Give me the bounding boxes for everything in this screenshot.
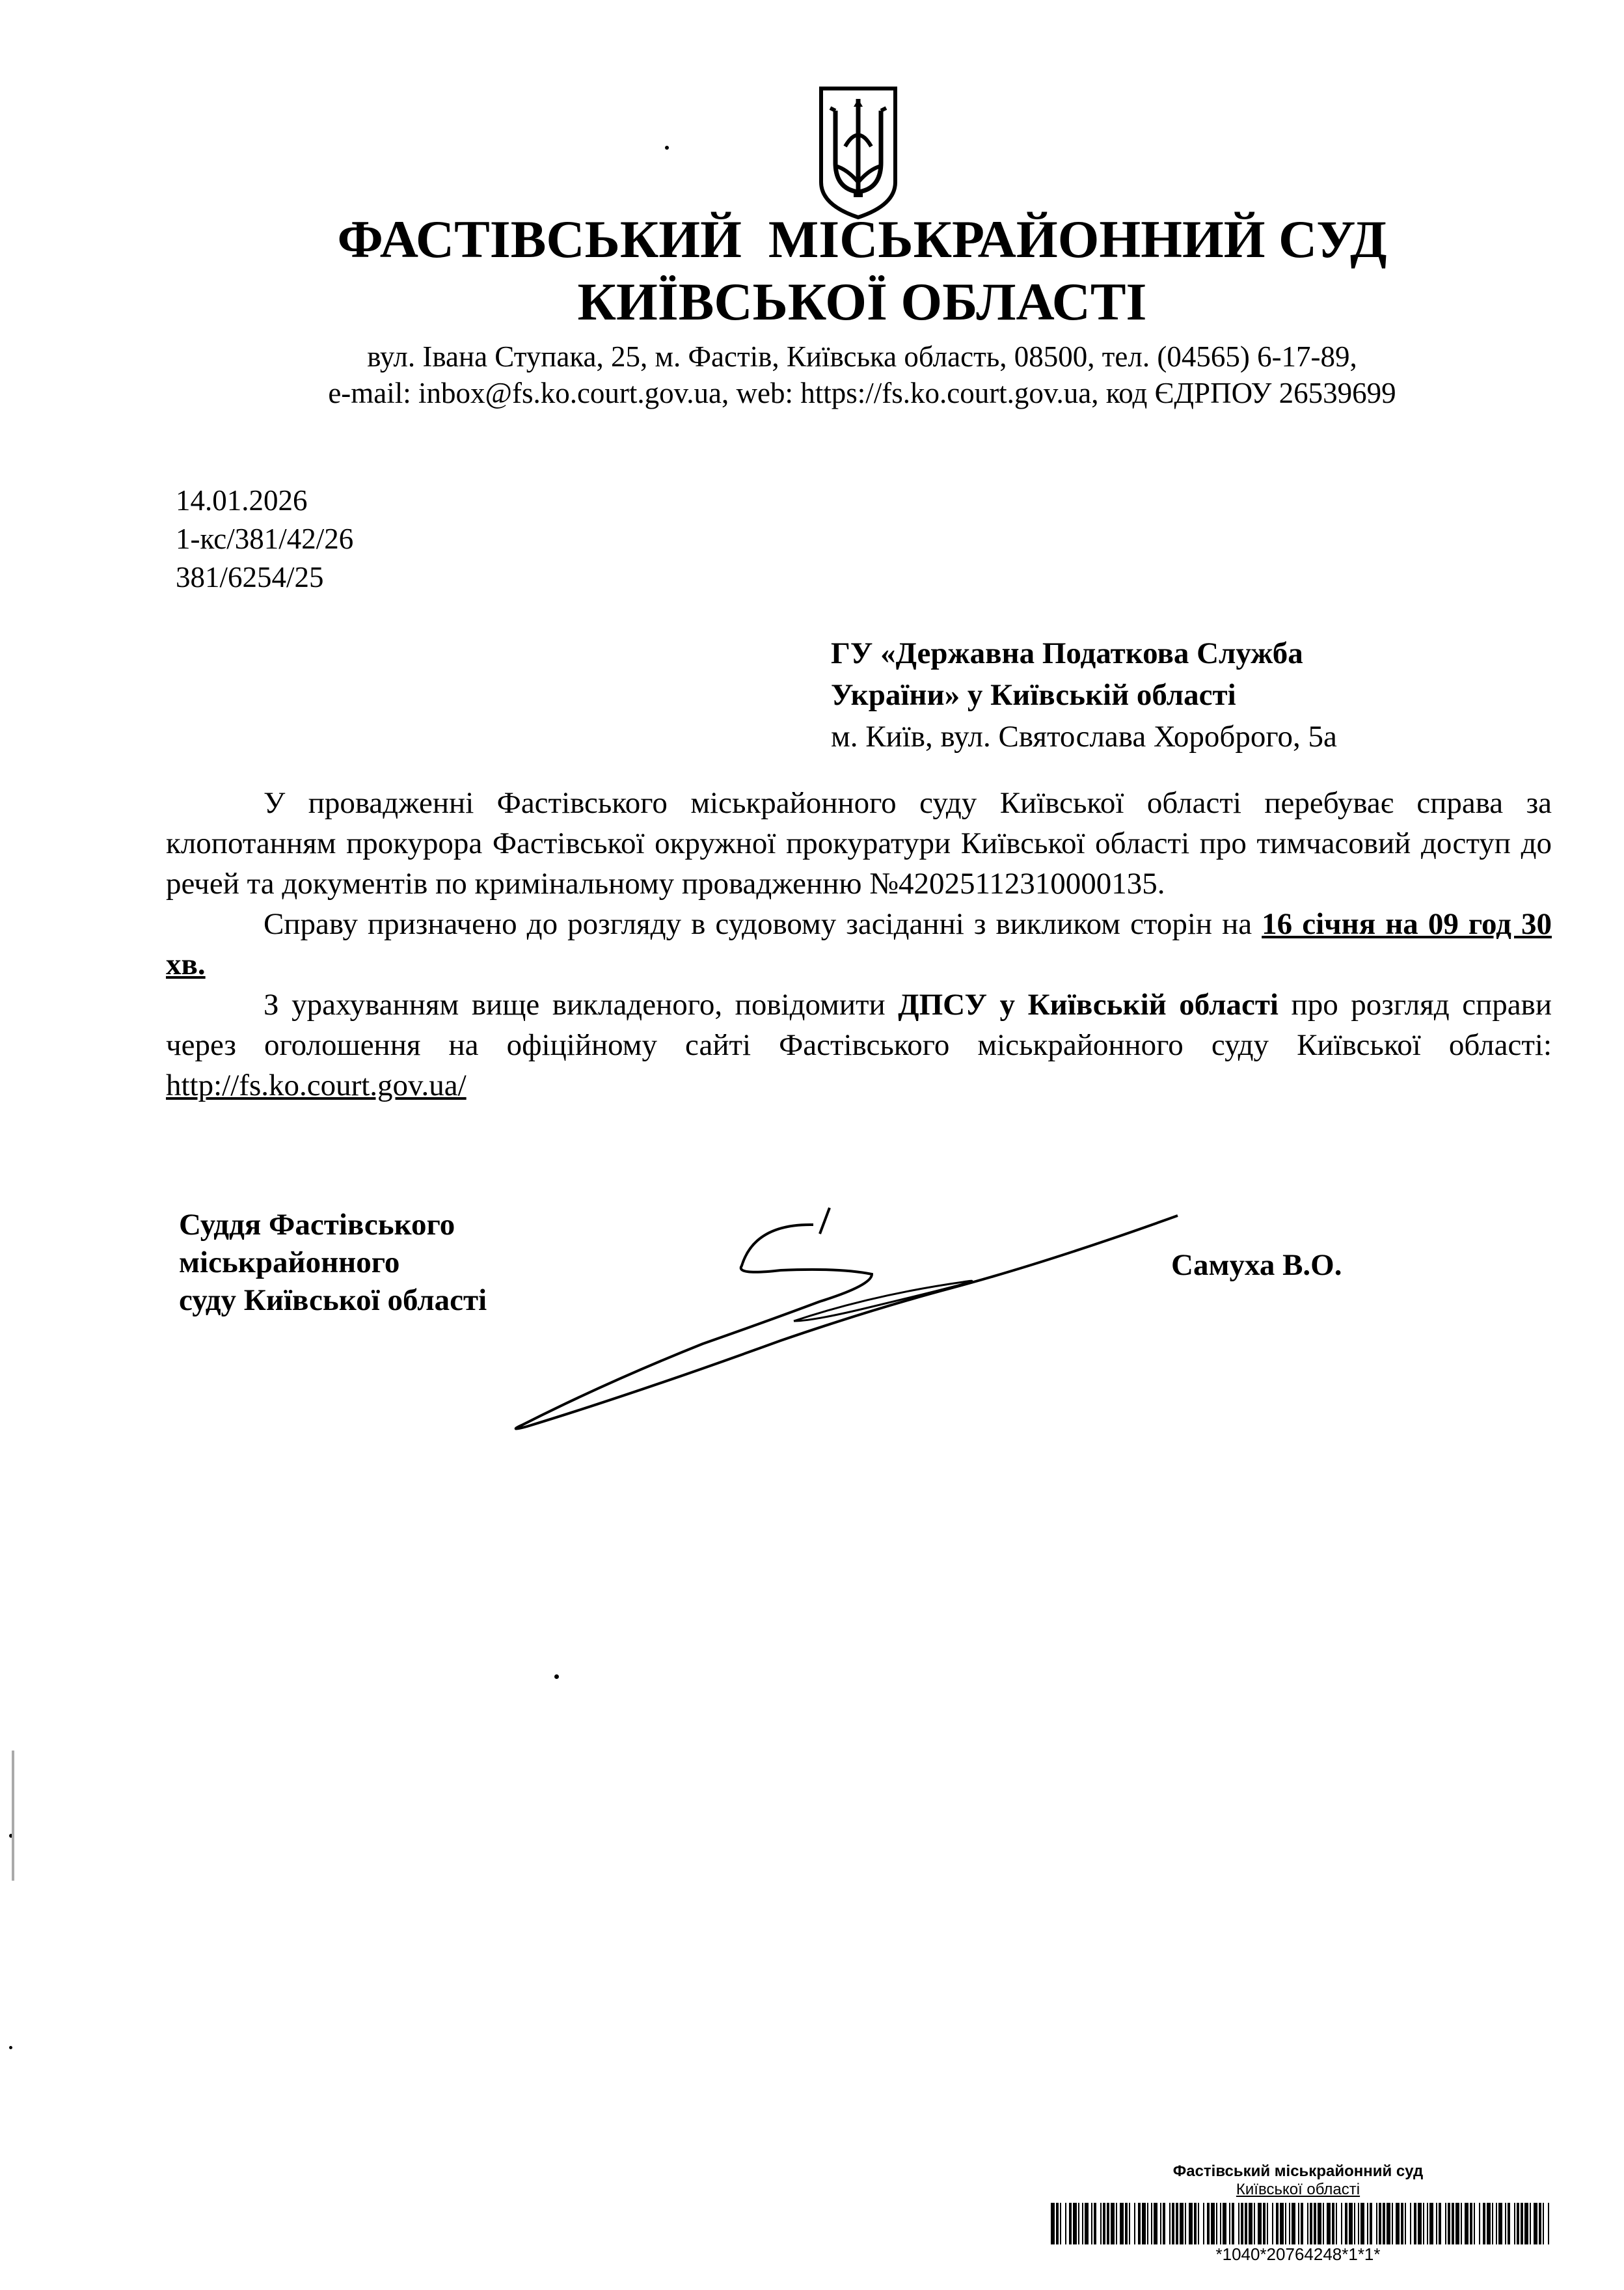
barcode-bar — [1539, 2203, 1541, 2244]
barcode-bar — [1370, 2203, 1372, 2244]
barcode-bar — [1078, 2203, 1079, 2244]
address-line1: вул. Івана Ступака, 25, м. Фастів, Київська область, 08500, тел. (04565) 6-17-89, — [367, 340, 1357, 373]
barcode-bar — [1051, 2203, 1055, 2244]
barcode-bar — [1263, 2203, 1265, 2244]
barcode-bar — [1056, 2203, 1059, 2244]
barcode-bar — [1392, 2203, 1393, 2244]
barcode-bar — [1194, 2203, 1197, 2244]
barcode-bar — [1439, 2203, 1441, 2244]
scan-speck — [554, 1674, 559, 1679]
scan-speck — [9, 2046, 12, 2049]
letter-body — [166, 783, 1552, 1106]
barcode-bar — [1387, 2203, 1390, 2244]
barcode-bar — [1517, 2203, 1519, 2244]
body-paragraph-1: У провадженні Фастівського міськрайонного суду Київської області перебуває справа за клопотанням прокурора Фастівської окружної прокуратури Київської області про тимчасовий доступ до речей та документів по кримінальному провадженню №42025112310000135. — [166, 786, 1552, 901]
barcode-bar — [1427, 2203, 1428, 2244]
barcode-bar — [1524, 2203, 1528, 2244]
barcode-bar — [1383, 2203, 1385, 2244]
recipient-address: м. Київ, вул. Святослава Хороброго, 5а — [831, 720, 1337, 754]
barcode-bar — [1094, 2203, 1096, 2244]
barcode-bar — [1414, 2203, 1416, 2244]
barcode-bar — [1267, 2203, 1268, 2244]
barcode-bar — [1358, 2203, 1359, 2244]
barcode-bar — [1496, 2203, 1497, 2244]
hearing-text: Справу призначено до розгляду в судовому засіданні з викликом сторін на — [264, 907, 1262, 941]
barcode-bar — [1065, 2203, 1066, 2244]
barcode-bar — [1354, 2203, 1355, 2244]
barcode-bar — [1091, 2203, 1092, 2244]
barcode-bar — [1530, 2203, 1531, 2244]
scan-edge-line — [12, 1751, 14, 1881]
barcode-bar — [1461, 2203, 1462, 2244]
barcode-bar — [1223, 2203, 1226, 2244]
barcode-bar — [1285, 2203, 1286, 2244]
barcode-bar — [1505, 2203, 1506, 2244]
barcode — [1051, 2203, 1552, 2244]
document-metadata — [176, 482, 353, 597]
barcode-bar — [1492, 2203, 1493, 2244]
court-address — [0, 338, 1624, 411]
barcode-bar — [1423, 2203, 1424, 2244]
signer-name: Самуха В.О. — [1171, 1248, 1342, 1282]
barcode-bar — [1292, 2203, 1295, 2244]
barcode-bar — [1203, 2203, 1204, 2244]
case-number: 1-кс/381/42/26 — [176, 523, 354, 555]
barcode-bar — [1111, 2203, 1115, 2244]
body-paragraph-2 — [166, 904, 1552, 985]
barcode-bar — [1405, 2203, 1406, 2244]
barcode-bar — [1147, 2203, 1148, 2244]
court-name-line2: КИЇВСЬКОЇ ОБЛАСТІ — [577, 272, 1147, 331]
barcode-bar — [1483, 2203, 1485, 2244]
barcode-bar — [1298, 2203, 1299, 2244]
barcode-bar — [1211, 2203, 1215, 2244]
barcode-bar — [1360, 2203, 1364, 2244]
barcode-bar — [1487, 2203, 1491, 2244]
barcode-bar — [1318, 2203, 1321, 2244]
barcode-bar — [1314, 2203, 1316, 2244]
barcode-bar — [1185, 2203, 1186, 2244]
barcode-bar — [1169, 2203, 1171, 2244]
document-date: 14.01.2026 — [176, 484, 308, 517]
barcode-bar — [1154, 2203, 1157, 2244]
barcode-bar — [1289, 2203, 1290, 2244]
barcode-bar — [1107, 2203, 1109, 2244]
barcode-bar — [1207, 2203, 1210, 2244]
barcode-bar — [1151, 2203, 1152, 2244]
barcode-bar — [1396, 2203, 1400, 2244]
barcode-bar — [1465, 2203, 1468, 2244]
barcode-bar — [1448, 2203, 1450, 2244]
address-line2: e-mail: inbox@fs.ko.court.gov.ua, web: https://fs.ko.court.gov.ua, код ЄДРПОУ 26539699 — [328, 377, 1396, 409]
barcode-bar — [1521, 2203, 1523, 2244]
barcode-bar — [1180, 2203, 1184, 2244]
court-name-line1: ФАСТІВСЬКИЙ МІСЬКРАЙОННИЙ СУД — [337, 210, 1387, 269]
barcode-bar — [1332, 2203, 1334, 2244]
barcode-bar — [1379, 2203, 1381, 2244]
barcode-bar — [1116, 2203, 1117, 2244]
court-name — [0, 208, 1624, 333]
recipient-line2: України» у Київській області — [831, 678, 1236, 712]
barcode-bar — [1238, 2203, 1239, 2244]
recipient-line1: ГУ «Державна Податкова Служба — [831, 636, 1303, 670]
signer-title-line1: Суддя Фастівського — [179, 1208, 455, 1242]
barcode-bar — [1258, 2203, 1262, 2244]
barcode-bar — [1249, 2203, 1252, 2244]
recipient-block — [831, 633, 1337, 757]
barcode-bar — [1410, 2203, 1411, 2244]
barcode-bar — [1073, 2203, 1077, 2244]
barcode-bar — [1176, 2203, 1178, 2244]
barcode-bar — [1327, 2203, 1331, 2244]
stamp-line2: Київської області — [1236, 2181, 1360, 2198]
court-website-link[interactable]: http://fs.ko.court.gov.ua/ — [166, 1069, 467, 1102]
barcode-bar — [1276, 2203, 1279, 2244]
barcode-bar — [1163, 2203, 1165, 2244]
barcode-bar — [1534, 2203, 1537, 2244]
barcode-bar — [1301, 2203, 1303, 2244]
barcode-bar — [1142, 2203, 1146, 2244]
barcode-bar — [1367, 2203, 1368, 2244]
barcode-bar — [1514, 2203, 1515, 2244]
barcode-bar — [1401, 2203, 1403, 2244]
barcode-bar — [1474, 2203, 1475, 2244]
barcode-bar — [1198, 2203, 1199, 2244]
barcode-bar — [1189, 2203, 1193, 2244]
barcode-bar — [1455, 2203, 1459, 2244]
body-paragraph-3 — [166, 985, 1552, 1106]
notice-recipient: ДПСУ у Київській області — [898, 988, 1279, 1022]
barcode-bar — [1280, 2203, 1284, 2244]
barcode-bar — [1376, 2203, 1377, 2244]
barcode-bar — [1125, 2203, 1128, 2244]
scan-speck — [665, 146, 669, 150]
barcode-bar — [1436, 2203, 1437, 2244]
barcode-bar — [1341, 2203, 1342, 2244]
barcode-caption: *1040*20764248*1*1* — [1215, 2244, 1381, 2264]
hearing-datetime: 16 січня на 09 год 30 хв. — [166, 907, 1552, 981]
barcode-bar — [1323, 2203, 1324, 2244]
ukraine-trident-icon — [816, 85, 900, 221]
barcode-bar — [1060, 2203, 1061, 2244]
barcode-bar — [1445, 2203, 1446, 2244]
barcode-bar — [1232, 2203, 1234, 2244]
signer-title — [179, 1206, 487, 1319]
barcode-bar — [1345, 2203, 1347, 2244]
barcode-bar — [1310, 2203, 1312, 2244]
barcode-bar — [1272, 2203, 1273, 2244]
registry-stamp — [1048, 2162, 1549, 2199]
barcode-bar — [1082, 2203, 1083, 2244]
barcode-bar — [1429, 2203, 1433, 2244]
stamp-line1: Фастівський міськрайонний суд — [1172, 2162, 1424, 2180]
barcode-bar — [1160, 2203, 1161, 2244]
barcode-bar — [1245, 2203, 1247, 2244]
barcode-bar — [1508, 2203, 1510, 2244]
barcode-bar — [1498, 2203, 1502, 2244]
notice-text-start: З урахуванням вище викладеного, повідомити — [264, 988, 899, 1022]
barcode-bar — [1229, 2203, 1230, 2244]
barcode-bar — [1254, 2203, 1255, 2244]
barcode-bar — [1452, 2203, 1454, 2244]
signer-title-line3: суду Київської області — [179, 1283, 487, 1317]
barcode-bar — [1418, 2203, 1422, 2244]
barcode-bar — [1307, 2203, 1308, 2244]
barcode-bar — [1103, 2203, 1105, 2244]
barcode-bar — [1336, 2203, 1337, 2244]
barcode-bar — [1470, 2203, 1472, 2244]
barcode-bar — [1085, 2203, 1089, 2244]
barcode-bar — [1543, 2203, 1544, 2244]
barcode-bar — [1548, 2203, 1549, 2244]
barcode-bar — [1349, 2203, 1353, 2244]
barcode-bar — [1069, 2203, 1072, 2244]
notice-text-end: про розгляд справи через оголошення на офіційному сайті Фастівського міськрайонного суду Київської області: — [166, 988, 1552, 1062]
barcode-bar — [1172, 2203, 1174, 2244]
barcode-bar — [1100, 2203, 1102, 2244]
barcode-bar — [1479, 2203, 1480, 2244]
barcode-bar — [1134, 2203, 1135, 2244]
barcode-bar — [1241, 2203, 1243, 2244]
signer-title-line2: міськрайонного — [179, 1246, 400, 1279]
barcode-bar — [1216, 2203, 1217, 2244]
barcode-bar — [1220, 2203, 1221, 2244]
barcode-bar — [1129, 2203, 1130, 2244]
proceeding-number: 381/6254/25 — [176, 561, 324, 593]
barcode-bar — [1138, 2203, 1141, 2244]
barcode-bar — [1120, 2203, 1124, 2244]
handwritten-signature — [508, 1197, 1210, 1438]
